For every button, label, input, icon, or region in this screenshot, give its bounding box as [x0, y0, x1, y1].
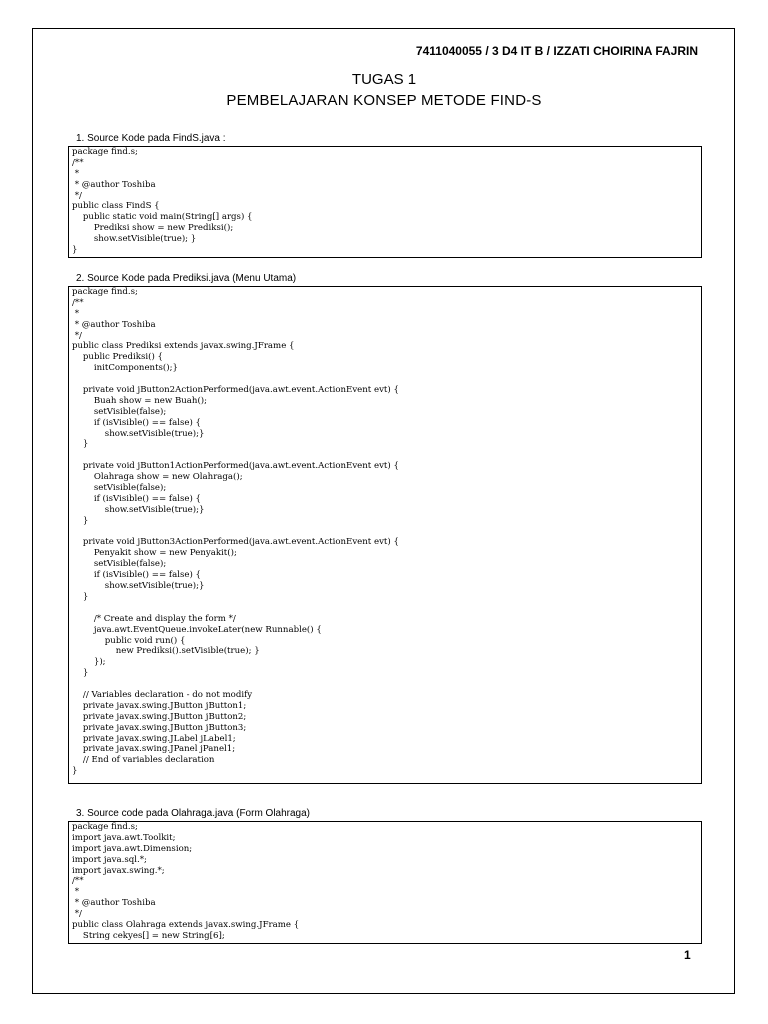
code-line: setVisible(false); — [72, 406, 167, 417]
code-line: new Prediksi().setVisible(true); } — [72, 646, 260, 657]
code-line: package find.s; — [72, 147, 138, 157]
code-line: java.awt.EventQueue.invokeLater(new Runnable() { — [72, 624, 322, 635]
code-line: private javax.swing.JButton jButton1; — [72, 700, 247, 711]
code-line — [72, 374, 701, 385]
code-line: if (isVisible() == false) { — [72, 493, 201, 504]
code-block-olahraga — [68, 821, 702, 944]
code-line: public static void main(String[] args) { — [72, 212, 253, 223]
code-line: show.setVisible(true); } — [72, 234, 197, 245]
section-3-label: 3. Source code pada Olahraga.java (Form Olahraga) — [76, 808, 311, 819]
code-line: public class Prediksi extends javax.swing.JFrame { — [72, 341, 295, 352]
code-line: } — [72, 591, 89, 602]
code-line: * — [72, 168, 80, 179]
code-line: * — [72, 308, 80, 319]
code-line: /* Create and display the form */ — [72, 613, 236, 624]
code-line: initComponents();} — [72, 363, 178, 374]
section-1-label: 1. Source Kode pada FindS.java : — [76, 133, 226, 144]
code-line: public class Olahraga extends javax.swing.JFrame { — [72, 920, 300, 931]
code-line: Olahraga show = new Olahraga(); — [72, 472, 243, 483]
code-line: * @author Toshiba — [72, 179, 156, 190]
code-line: /** — [72, 876, 84, 887]
code-line: private void jButton3ActionPerformed(java.awt.event.ActionEvent evt) { — [72, 537, 399, 548]
code-line: } — [72, 515, 89, 526]
code-line: String cekyes[] = new String[6]; — [72, 930, 225, 941]
code-line: } — [72, 245, 78, 256]
code-line: * — [72, 887, 80, 898]
code-line: import java.awt.Toolkit; — [72, 832, 176, 843]
code-line: }); — [72, 657, 106, 668]
code-block-prediksi — [68, 286, 702, 784]
code-line: private javax.swing.JButton jButton2; — [72, 711, 247, 722]
code-line: package find.s; — [72, 822, 138, 832]
code-line: if (isVisible() == false) { — [72, 417, 201, 428]
code-line: * @author Toshiba — [72, 898, 156, 909]
code-line — [72, 679, 701, 690]
code-line: public Prediksi() { — [72, 352, 164, 363]
code-line: */ — [72, 909, 82, 920]
code-line: package find.s; — [72, 287, 138, 297]
code-line: * @author Toshiba — [72, 319, 156, 330]
code-line: } — [72, 439, 89, 450]
code-line: } — [72, 766, 78, 777]
code-line: public void run() { — [72, 635, 186, 646]
code-line: show.setVisible(true);} — [72, 428, 205, 439]
code-line: // Variables declaration - do not modify — [72, 689, 253, 700]
code-line: import java.awt.Dimension; — [72, 843, 193, 854]
code-line — [72, 450, 701, 461]
code-line: /** — [72, 157, 84, 168]
section-2-label: 2. Source Kode pada Prediksi.java (Menu Utama) — [76, 273, 297, 284]
code-line: private javax.swing.JLabel jLabel1; — [72, 733, 236, 744]
code-line: private void jButton1ActionPerformed(java.awt.event.ActionEvent evt) { — [72, 461, 399, 472]
code-line: setVisible(false); — [72, 559, 167, 570]
code-line: Prediksi show = new Prediksi(); — [72, 223, 234, 234]
code-line: */ — [72, 330, 82, 341]
code-line: } — [72, 668, 89, 679]
code-block-finds — [68, 146, 702, 258]
code-line: public class FindS { — [72, 201, 160, 212]
code-line — [72, 527, 701, 538]
code-line: */ — [72, 190, 82, 201]
author-id-line: 7411040055 / 3 D4 IT B / IZZATI CHOIRINA FAJRIN — [415, 44, 698, 58]
page-number: 1 — [684, 948, 691, 962]
code-line: show.setVisible(true);} — [72, 504, 205, 515]
code-line: import javax.swing.*; — [72, 865, 165, 876]
code-line: private void jButton2ActionPerformed(java.awt.event.ActionEvent evt) { — [72, 385, 399, 396]
code-line: Penyakit show = new Penyakit(); — [72, 548, 237, 559]
code-line: /** — [72, 297, 84, 308]
code-line: show.setVisible(true);} — [72, 581, 205, 592]
code-line: import java.sql.*; — [72, 854, 147, 865]
document-subtitle: PEMBELAJARAN KONSEP METODE FIND-S — [226, 92, 542, 109]
code-line: if (isVisible() == false) { — [72, 570, 201, 581]
code-line — [72, 603, 701, 614]
code-line: private javax.swing.JPanel jPanel1; — [72, 744, 236, 755]
code-line: private javax.swing.JButton jButton3; — [72, 722, 247, 733]
document-title: TUGAS 1 — [351, 71, 417, 88]
code-line: Buah show = new Buah(); — [72, 395, 208, 406]
code-line: // End of variables declaration — [72, 755, 215, 766]
code-line: setVisible(false); — [72, 483, 167, 494]
